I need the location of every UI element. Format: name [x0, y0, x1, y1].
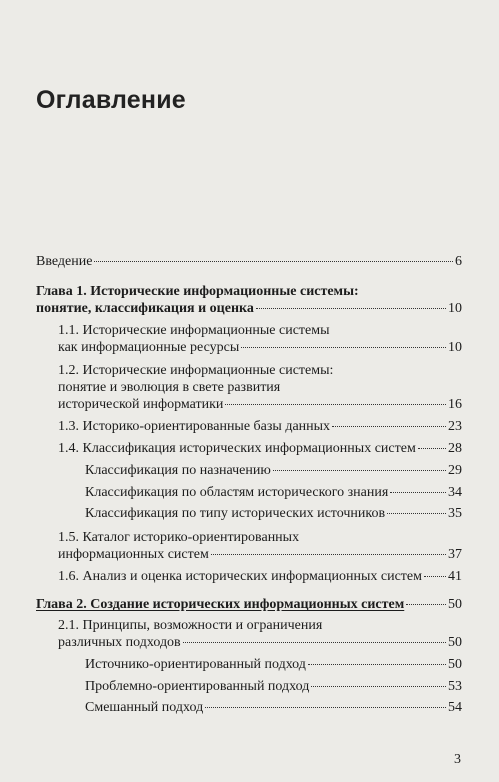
toc-entry-title-line: понятие и эволюция в свете развития	[58, 380, 281, 395]
toc-row	[36, 300, 462, 317]
toc-entry-title-line: 1.5. Каталог историко-ориентированных	[58, 530, 300, 545]
toc-row	[36, 253, 462, 270]
dot-leader	[308, 664, 446, 665]
toc-row	[85, 505, 462, 522]
toc-page-number: 35	[448, 506, 462, 521]
toc-entry-title: 1.6. Анализ и оценка исторических информационных систем	[58, 569, 422, 584]
dot-leader	[424, 576, 446, 577]
dot-leader	[225, 404, 446, 405]
toc-row	[58, 418, 462, 435]
toc-row	[85, 656, 462, 673]
toc-entry-title-line: 1.2. Исторические информационные системы:	[58, 363, 334, 378]
toc-row	[58, 568, 462, 585]
toc-entry-title-line: Глава 1. Исторические информационные системы:	[36, 284, 359, 299]
toc-entry-title: Источнико-ориентированный подход	[85, 657, 306, 672]
toc-entry-title-line: 2.1. Принципы, возможности и ограничения	[58, 618, 323, 633]
toc-page-number: 37	[448, 547, 462, 562]
toc-row	[58, 440, 462, 457]
toc-row	[85, 462, 462, 479]
toc-page-number: 23	[448, 419, 462, 434]
page-title: Оглавление	[36, 86, 186, 114]
toc-row	[85, 678, 462, 695]
dot-leader	[406, 604, 446, 605]
dot-leader	[183, 642, 446, 643]
toc-entry-title: Классификация по областям исторического знания	[85, 485, 389, 500]
toc-entry-title: информационных систем	[58, 547, 209, 562]
toc-row	[85, 484, 462, 501]
toc-page-number: 50	[448, 635, 462, 650]
toc-entry-title: различных подходов	[58, 635, 181, 650]
toc-entry-title: 1.3. Историко-ориентированные базы данных	[58, 419, 331, 434]
dot-leader	[390, 492, 446, 493]
dot-leader	[241, 347, 446, 348]
toc-entry-title-line: 1.1. Исторические информационные системы	[58, 323, 330, 338]
toc-row	[58, 634, 462, 651]
toc-entry-title: Классификация по типу исторических источников	[85, 506, 386, 521]
dot-leader	[94, 261, 453, 262]
toc-entry-title: понятие, классификация и оценка	[36, 301, 254, 316]
toc-page-number: 6	[455, 254, 462, 269]
toc-page-number: 10	[448, 340, 462, 355]
dot-leader	[205, 707, 446, 708]
dot-leader	[418, 448, 446, 449]
toc-page-number: 54	[448, 700, 462, 715]
toc-entry-title: Глава 2. Создание исторических информационных систем	[36, 597, 405, 612]
toc-page-number: 16	[448, 397, 462, 412]
toc-row	[58, 546, 462, 563]
toc-page-number: 34	[448, 485, 462, 500]
dot-leader	[332, 426, 446, 427]
toc-entry-title: Классификация по назначению	[85, 463, 271, 478]
toc-entry-title: Введение	[36, 254, 93, 269]
toc-entry-title: исторической информатики	[58, 397, 224, 412]
page-number: 3	[454, 752, 461, 767]
toc-page-number: 53	[448, 679, 462, 694]
toc-page-number: 10	[448, 301, 462, 316]
toc-row	[58, 396, 462, 413]
dot-leader	[256, 308, 446, 309]
toc-page-number: 28	[448, 441, 462, 456]
dot-leader	[311, 686, 446, 687]
toc-row	[36, 596, 462, 613]
toc-row	[58, 339, 462, 356]
toc-page-number: 50	[448, 597, 462, 612]
dot-leader	[273, 470, 446, 471]
toc-page-number: 29	[448, 463, 462, 478]
toc-entry-title: Смешанный подход	[85, 700, 204, 715]
toc-entry-title: 1.4. Классификация исторических информационных систем	[58, 441, 416, 456]
dot-leader	[387, 513, 446, 514]
toc-page-number: 41	[448, 569, 462, 584]
toc-row	[85, 699, 462, 716]
toc-page-number: 50	[448, 657, 462, 672]
toc-entry-title: Проблемно-ориентированный подход	[85, 679, 310, 694]
toc-entry-title: как информационные ресурсы	[58, 340, 240, 355]
dot-leader	[211, 554, 446, 555]
